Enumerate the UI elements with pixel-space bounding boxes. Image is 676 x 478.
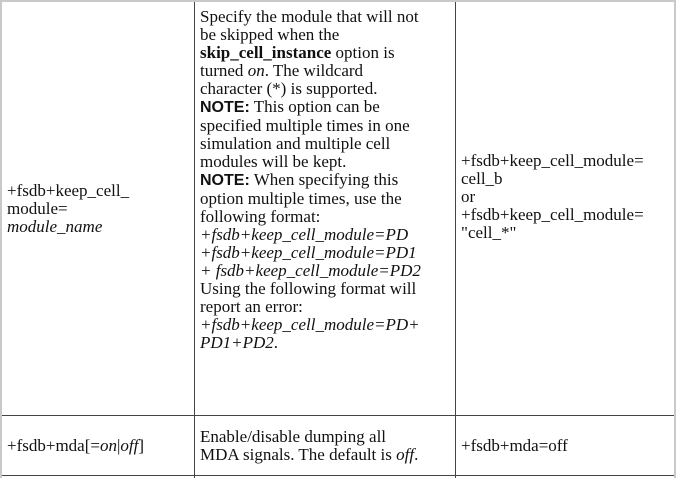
text-line <box>200 446 453 464</box>
text-line <box>7 437 192 455</box>
text-segment: +fsdb+keep_cell_module= <box>461 205 644 224</box>
text-segment: Using the following format will <box>200 279 417 298</box>
text-segment: module_name <box>7 216 103 236</box>
text-segment: . <box>414 444 419 464</box>
text-line <box>200 171 453 190</box>
description-cell <box>200 416 453 475</box>
text-segment: +fsdb+keep_cell_module=PD1 <box>200 243 417 262</box>
row-divider <box>2 475 674 476</box>
text-segment: +fsdb+keep_cell_module=PD+ <box>200 315 420 334</box>
text-segment: MDA signals. The default is <box>200 444 397 464</box>
note-label: NOTE: <box>200 99 250 116</box>
text-segment: "cell_*" <box>461 223 517 242</box>
text-segment: following format: <box>200 207 321 226</box>
text-segment: on <box>99 435 117 455</box>
text-line <box>461 152 673 170</box>
text-line <box>461 224 673 242</box>
column-divider <box>455 2 456 478</box>
text-line <box>200 135 453 153</box>
text-line <box>7 182 192 200</box>
text-segment: on <box>247 61 265 80</box>
text-line <box>200 316 453 334</box>
text-line <box>200 244 453 262</box>
text-segment: option multiple times, use the <box>200 189 402 208</box>
description-cell <box>200 2 453 415</box>
text-line <box>7 218 192 236</box>
text-line <box>200 117 453 135</box>
text-line <box>200 298 453 316</box>
text-segment: +fsdb+keep_cell_module=PD <box>200 225 409 244</box>
text-segment: character (*) is supported. <box>200 79 378 98</box>
note-label: NOTE: <box>200 172 250 189</box>
text-segment: | <box>116 435 121 455</box>
text-line <box>200 190 453 208</box>
text-segment: turned <box>200 61 248 80</box>
text-segment: report an error: <box>200 297 303 316</box>
text-line <box>200 262 453 280</box>
text-segment: PD1+PD2 <box>200 333 274 352</box>
text-line <box>461 437 673 455</box>
text-segment: . <box>273 333 279 352</box>
example-cell <box>461 416 673 475</box>
option-cell <box>7 2 192 415</box>
text-line <box>200 280 453 298</box>
text-line <box>200 44 453 62</box>
text-segment: or <box>461 187 476 206</box>
text-line <box>200 98 453 117</box>
text-segment: option is <box>331 43 395 62</box>
text-segment: off <box>120 435 139 455</box>
text-line <box>200 428 453 446</box>
text-line <box>200 8 453 26</box>
text-segment: off <box>396 444 415 464</box>
text-line <box>200 226 453 244</box>
text-segment: be skipped when the <box>200 25 340 44</box>
text-segment: cell_b <box>461 169 503 188</box>
text-segment: specified multiple times in one <box>200 116 410 135</box>
text-segment: simulation and multiple cell <box>200 134 391 153</box>
text-line <box>200 26 453 44</box>
text-segment: +fsdb+keep_cell_module= <box>461 151 644 170</box>
option-cell <box>7 416 192 475</box>
text-line <box>7 200 192 218</box>
text-segment: modules will be kept. <box>200 152 347 171</box>
text-segment: +fsdb+mda[= <box>7 435 100 455</box>
text-line <box>200 334 453 352</box>
text-line <box>200 80 453 98</box>
text-line <box>461 206 673 224</box>
text-segment: module= <box>7 198 68 218</box>
options-table <box>2 2 674 478</box>
text-line <box>461 188 673 206</box>
text-segment: +fsdb+mda=off <box>461 435 568 455</box>
text-segment: . The wildcard <box>264 61 364 80</box>
example-cell <box>461 2 673 392</box>
text-segment: Enable/disable dumping all <box>200 426 387 446</box>
text-segment: skip_cell_instance <box>200 43 332 62</box>
text-line <box>200 208 453 226</box>
text-line <box>200 62 453 80</box>
text-segment: + fsdb+keep_cell_module=PD2 <box>200 261 421 280</box>
text-line <box>461 170 673 188</box>
column-divider <box>194 2 195 478</box>
text-segment: +fsdb+keep_cell_ <box>7 180 130 200</box>
text-line <box>200 153 453 171</box>
text-segment: Specify the module that will not <box>200 7 419 26</box>
text-segment: This option can be <box>249 97 380 116</box>
text-segment: ] <box>138 435 144 455</box>
text-segment: When specifying this <box>249 170 399 189</box>
